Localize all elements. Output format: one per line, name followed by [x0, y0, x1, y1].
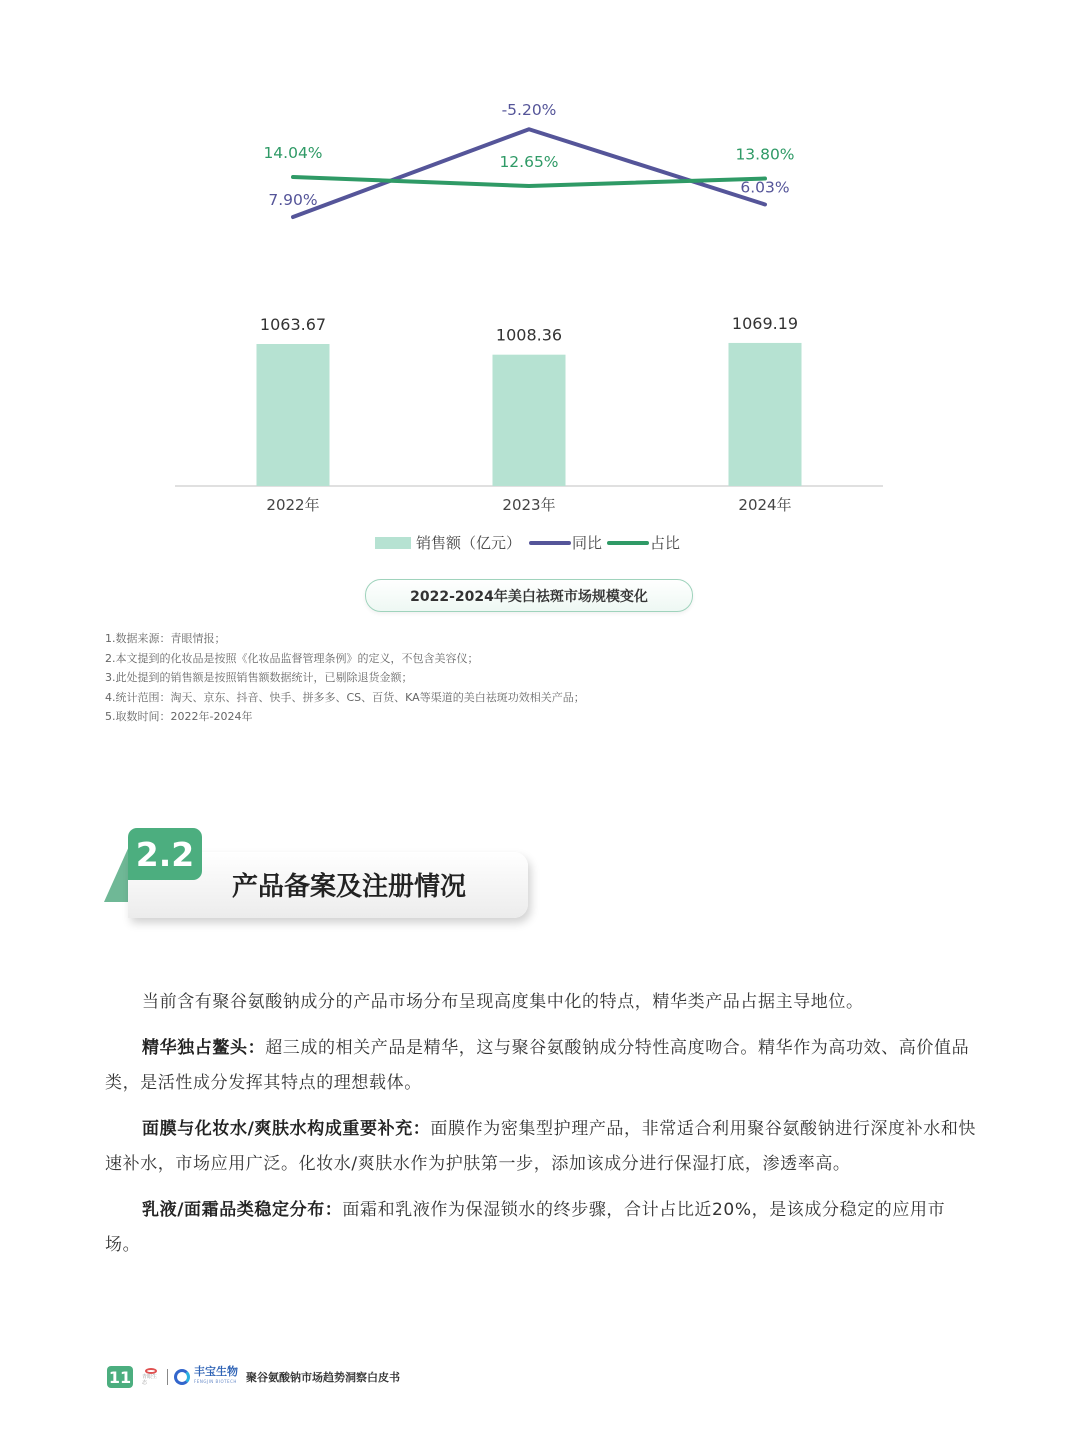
chart	[0, 0, 1080, 570]
legend-label-share: 占比	[650, 534, 681, 552]
chart-title: 2022-2024年美白祛斑市场规模变化	[365, 579, 693, 612]
paragraph-lotion-cream	[105, 1193, 977, 1264]
section-title: 产品备案及注册情况	[232, 872, 467, 902]
section-header-fold	[104, 844, 130, 902]
bar-1	[257, 344, 330, 486]
paragraph-lotion-cream-lead: 乳液/面霜品类稳定分布：	[142, 1199, 343, 1220]
footer	[107, 1364, 400, 1390]
fengjin-logo-icon	[174, 1369, 190, 1385]
note-5: 5.取数时间：2022年-2024年	[105, 710, 253, 723]
footer-title: 聚谷氨酸钠市场趋势洞察白皮书	[246, 1371, 400, 1384]
note-4: 4.统计范围：淘天、京东、抖音、快手、拼多多、CS、百货、KA等渠道的美白祛斑功效相关产品；	[105, 690, 585, 704]
bar-label-1: 1063.67	[259, 315, 327, 334]
paragraph-mask-toner-text: 面膜作为密集型护理产品，非常适合利用聚谷氨酸钠进行深度补水和快速补水，市场应用广泛。化妆水/爽肤水作为护肤第一步，添加该成分进行保湿打底，渗透率高。	[105, 1118, 977, 1174]
paragraph-mask-toner-lead: 面膜与化妆水/爽肤水构成重要补充：	[142, 1118, 431, 1139]
paragraph-essence	[105, 1031, 977, 1102]
footer-divider	[167, 1369, 168, 1385]
paragraph-lotion-cream-text: 面霜和乳液作为保湿锁水的终步骤，合计占比近20%，是该成分稳定的应用市场。	[105, 1199, 946, 1255]
yoy-label-2: -5.20%	[501, 101, 557, 120]
intro-paragraph: 当前含有聚谷氨酸钠成分的产品市场分布呈现高度集中化的特点，精华类产品占据主导地位。	[142, 992, 864, 1012]
x-tick-3: 2024年	[738, 496, 792, 514]
section-number-badge: 2.2	[128, 828, 202, 880]
paragraph-mask-toner	[105, 1112, 977, 1183]
share-label-3: 13.80%	[735, 145, 795, 164]
line-yoy	[293, 129, 765, 217]
share-label-1: 14.04%	[263, 144, 323, 162]
x-tick-1: 2022年	[266, 496, 320, 514]
legend-label-yoy: 同比	[572, 534, 603, 552]
bar-3	[729, 343, 802, 486]
legend-swatch-sales	[375, 537, 411, 549]
yoy-label-1: 7.90%	[268, 191, 318, 209]
paragraph-essence-text: 超三成的相关产品是精华，这与聚谷氨酸钠成分特性高度吻合。精华作为高功效、高价值品类，是活性成分发挥其特点的理想载体。	[105, 1037, 970, 1093]
paragraph-essence-lead: 精华独占鳌头：	[142, 1037, 266, 1058]
yoy-label-3: 6.03%	[740, 178, 790, 197]
fengjin-logo	[174, 1367, 238, 1387]
line-share	[293, 177, 765, 186]
bar-label-3: 1069.19	[731, 313, 799, 333]
page-number: 11	[108, 1367, 132, 1387]
fengjin-logo-name: 丰宝生物	[194, 1365, 238, 1378]
note-3: 3.此处提到的销售额是按照销售额数据统计，已剔除退货金额；	[105, 671, 413, 684]
bar-2	[493, 355, 566, 486]
bar-label-2: 1008.36	[495, 325, 563, 345]
chart-notes	[105, 629, 585, 727]
share-label-2: 12.65%	[499, 153, 559, 172]
fengjin-logo-en: FENGJIN BIOTECH	[194, 1379, 237, 1384]
note-1: 1.数据来源：青眼情报；	[105, 632, 226, 645]
note-2: 2.本文提到的化妆品是按照《化妆品监督管理条例》的定义，不包含美容仪；	[105, 651, 479, 665]
qingyan-logo-icon	[142, 1368, 160, 1386]
x-tick-2: 2023年	[502, 496, 556, 514]
body-text	[105, 985, 977, 1274]
qingyan-logo-text: 青眼生态	[142, 1374, 158, 1386]
legend-label-sales: 销售额（亿元）	[416, 534, 522, 552]
